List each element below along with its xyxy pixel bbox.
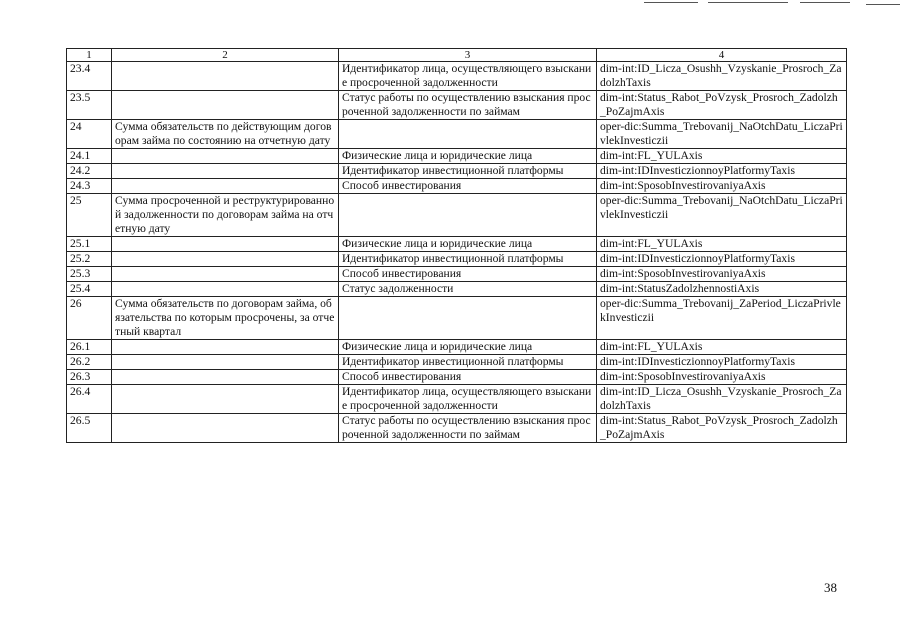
indicator-name-cell xyxy=(112,267,339,282)
dimension-cell xyxy=(339,194,597,237)
code-cell: dim-int:FL_YULAxis xyxy=(597,340,847,355)
code-cell: oper-dic:Summa_Trebovanij_ZaPeriod_LiczaPrivlekInvesticzii xyxy=(597,297,847,340)
indicator-name-cell xyxy=(112,385,339,414)
dimension-cell: Идентификатор инвестиционной платформы xyxy=(339,164,597,179)
table-row xyxy=(67,414,847,443)
dimension-cell: Статус задолженности xyxy=(339,282,597,297)
dimension-cell: Способ инвестирования xyxy=(339,370,597,385)
row-number-cell: 26.4 xyxy=(67,385,112,414)
column-header: 1 xyxy=(67,49,112,62)
code-cell: dim-int:Status_Rabot_PoVzysk_Prosroch_Zadolzh_PoZajmAxis xyxy=(597,91,847,120)
row-number-cell: 24.3 xyxy=(67,179,112,194)
row-number-cell: 26.5 xyxy=(67,414,112,443)
dimension-cell: Идентификатор инвестиционной платформы xyxy=(339,252,597,267)
table-row xyxy=(67,355,847,370)
table-row xyxy=(67,297,847,340)
table-row xyxy=(67,62,847,91)
row-number-cell: 25.3 xyxy=(67,267,112,282)
dimension-cell xyxy=(339,120,597,149)
table-row xyxy=(67,91,847,120)
table-row xyxy=(67,179,847,194)
indicator-name-cell xyxy=(112,149,339,164)
row-number-cell: 23.4 xyxy=(67,62,112,91)
indicator-name-cell xyxy=(112,164,339,179)
header-rule-4 xyxy=(866,4,900,5)
table-header-row xyxy=(67,49,847,62)
dimension-cell: Способ инвестирования xyxy=(339,179,597,194)
header-rule-2 xyxy=(708,2,788,3)
row-number-cell: 24.1 xyxy=(67,149,112,164)
indicator-name-cell: Сумма обязательств по договорам займа, обязательства по которым просрочены, за отчетный квартал xyxy=(112,297,339,340)
table-row xyxy=(67,252,847,267)
table-row xyxy=(67,149,847,164)
indicator-name-cell xyxy=(112,282,339,297)
dimension-cell: Статус работы по осуществлению взыскания просроченной задолженности по займам xyxy=(339,91,597,120)
header-rule-1 xyxy=(644,2,698,3)
indicator-name-cell xyxy=(112,340,339,355)
row-number-cell: 23.5 xyxy=(67,91,112,120)
table-row xyxy=(67,120,847,149)
indicator-name-cell: Сумма обязательств по действующим договорам займа по состоянию на отчетную дату xyxy=(112,120,339,149)
table-row xyxy=(67,370,847,385)
indicator-name-cell xyxy=(112,414,339,443)
row-number-cell: 26.2 xyxy=(67,355,112,370)
table-row xyxy=(67,282,847,297)
row-number-cell: 24 xyxy=(67,120,112,149)
code-cell: dim-int:SposobInvestirovaniyaAxis xyxy=(597,179,847,194)
table-row xyxy=(67,237,847,252)
dimension-cell: Статус работы по осуществлению взыскания просроченной задолженности по займам xyxy=(339,414,597,443)
code-cell: dim-int:IDInvesticzionnoyPlatformyTaxis xyxy=(597,252,847,267)
header-rule-3 xyxy=(800,2,850,3)
column-header: 4 xyxy=(597,49,847,62)
row-number-cell: 25 xyxy=(67,194,112,237)
dimension-cell: Идентификатор инвестиционной платформы xyxy=(339,355,597,370)
table-row xyxy=(67,385,847,414)
table-body xyxy=(67,62,847,443)
code-cell: dim-int:IDInvesticzionnoyPlatformyTaxis xyxy=(597,355,847,370)
dimension-cell: Физические лица и юридические лица xyxy=(339,149,597,164)
table-row xyxy=(67,267,847,282)
row-number-cell: 26 xyxy=(67,297,112,340)
dimension-cell: Физические лица и юридические лица xyxy=(339,340,597,355)
table-row xyxy=(67,164,847,179)
indicator-name-cell xyxy=(112,252,339,267)
column-header: 2 xyxy=(112,49,339,62)
dimension-cell: Идентификатор лица, осуществляющего взыскание просроченной задолженности xyxy=(339,385,597,414)
table-row xyxy=(67,340,847,355)
row-number-cell: 25.1 xyxy=(67,237,112,252)
row-number-cell: 25.4 xyxy=(67,282,112,297)
row-number-cell: 25.2 xyxy=(67,252,112,267)
code-cell: dim-int:ID_Licza_Osushh_Vzyskanie_Prosroch_ZadolzhTaxis xyxy=(597,385,847,414)
row-number-cell: 24.2 xyxy=(67,164,112,179)
dimension-cell xyxy=(339,297,597,340)
code-cell: dim-int:SposobInvestirovaniyaAxis xyxy=(597,370,847,385)
indicator-name-cell xyxy=(112,370,339,385)
code-cell: dim-int:SposobInvestirovaniyaAxis xyxy=(597,267,847,282)
page-number: 38 xyxy=(824,580,837,595)
indicator-name-cell xyxy=(112,237,339,252)
taxonomy-table xyxy=(66,48,847,443)
indicator-name-cell xyxy=(112,91,339,120)
code-cell: dim-int:StatusZadolzhennostiAxis xyxy=(597,282,847,297)
indicator-name-cell xyxy=(112,62,339,91)
indicator-name-cell: Сумма просроченной и реструктурированной задолженности по договорам займа на отчетную дату xyxy=(112,194,339,237)
indicator-name-cell xyxy=(112,355,339,370)
table-row xyxy=(67,194,847,237)
code-cell: dim-int:FL_YULAxis xyxy=(597,149,847,164)
code-cell: dim-int:FL_YULAxis xyxy=(597,237,847,252)
code-cell: oper-dic:Summa_Trebovanij_NaOtchDatu_LiczaPrivlekInvesticzii xyxy=(597,120,847,149)
indicator-name-cell xyxy=(112,179,339,194)
dimension-cell: Способ инвестирования xyxy=(339,267,597,282)
code-cell: dim-int:ID_Licza_Osushh_Vzyskanie_Prosroch_ZadolzhTaxis xyxy=(597,62,847,91)
code-cell: oper-dic:Summa_Trebovanij_NaOtchDatu_LiczaPrivlekInvesticzii xyxy=(597,194,847,237)
column-header: 3 xyxy=(339,49,597,62)
code-cell: dim-int:IDInvesticzionnoyPlatformyTaxis xyxy=(597,164,847,179)
dimension-cell: Идентификатор лица, осуществляющего взыскание просроченной задолженности xyxy=(339,62,597,91)
code-cell: dim-int:Status_Rabot_PoVzysk_Prosroch_Zadolzh_PoZajmAxis xyxy=(597,414,847,443)
dimension-cell: Физические лица и юридические лица xyxy=(339,237,597,252)
row-number-cell: 26.3 xyxy=(67,370,112,385)
row-number-cell: 26.1 xyxy=(67,340,112,355)
